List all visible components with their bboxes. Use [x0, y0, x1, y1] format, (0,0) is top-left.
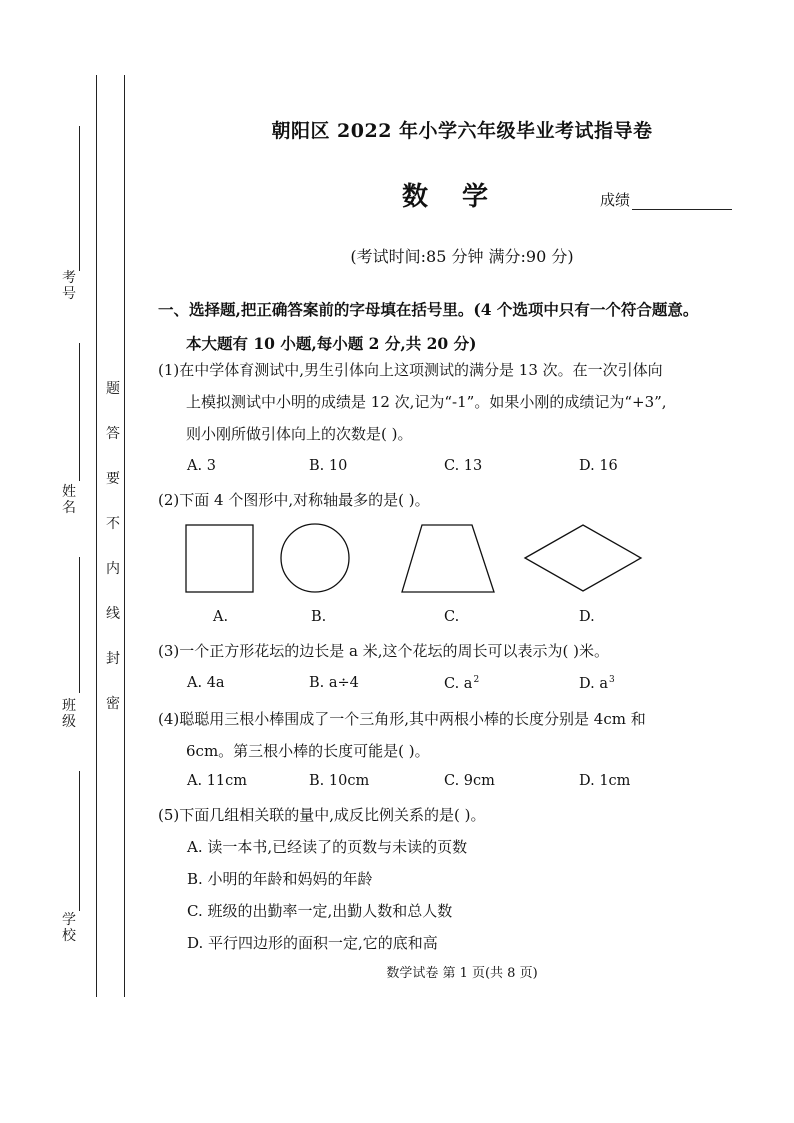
class-label: 班级 [62, 698, 76, 730]
seal-char: 答 [106, 426, 120, 442]
option-d[interactable]: D. 16 [579, 458, 618, 474]
option-a[interactable]: A. 11cm [187, 773, 248, 789]
question-4-options [187, 773, 747, 795]
option-d[interactable]: D. 1cm [579, 773, 631, 789]
seal-char: 线 [106, 606, 120, 622]
option-a[interactable]: A. 3 [187, 458, 216, 474]
exam-number-fill-line [79, 126, 80, 271]
question-text: (2)下面 4 个图形中,对称轴最多的是( )。 [158, 491, 430, 509]
option-a[interactable]: A. 读一本书,已经读了的页数与未读的页数 [187, 838, 468, 856]
rhombus-shape [525, 525, 641, 591]
circle-shape [281, 524, 349, 592]
score-blank[interactable] [632, 195, 732, 210]
option-b[interactable]: B. [311, 609, 327, 625]
question-4 [158, 703, 748, 767]
exponent: 3 [608, 675, 615, 685]
class-line-top [79, 557, 80, 693]
question-text: (5)下面几组相关联的量中,成反比例关系的是( )。 [158, 806, 486, 824]
question-1-options [187, 458, 747, 480]
option-c[interactable]: C. 9cm [444, 773, 495, 789]
score-label: 成绩 [600, 191, 631, 209]
option-c[interactable]: C. 班级的出勤率一定,出勤人数和总人数 [187, 902, 453, 920]
option-a[interactable]: A. [213, 609, 229, 625]
option-d[interactable]: D. 平行四边形的面积一定,它的底和高 [187, 934, 438, 952]
option-c[interactable]: C. $a^2$ [444, 675, 480, 692]
seal-char: 封 [106, 651, 120, 667]
section-heading [158, 293, 758, 361]
name-line-top [79, 343, 80, 481]
binding-line-outer [96, 75, 97, 997]
exam-info: (考试时间:85 分钟 满分:90 分) [350, 247, 574, 266]
exponent: 2 [473, 675, 480, 685]
question-text: (3)一个正方形花坛的边长是 a 米,这个花坛的周长可以表示为( )米。 [158, 642, 609, 660]
question-text: (1)在中学体育测试中,男生引体向上这项测试的满分是 13 次。在一次引体向 [158, 361, 663, 379]
question-text: 上模拟测试中小明的成绩是 12 次,记为“-1”。如果小刚的成绩记为“+3”, [186, 393, 667, 411]
option-b[interactable]: B. 小明的年龄和妈妈的年龄 [187, 870, 373, 888]
name-label: 姓名 [62, 484, 76, 516]
question-text: (4)聪聪用三根小棒围成了一个三角形,其中两根小棒的长度分别是 4cm 和 [158, 710, 646, 728]
option-b[interactable]: B. 10 [309, 458, 348, 474]
subject-char: 学 [462, 182, 489, 212]
question-3 [158, 635, 748, 667]
seal-char: 要 [106, 471, 120, 487]
seal-char: 内 [106, 561, 120, 577]
question-5 [158, 799, 748, 831]
score-field [600, 189, 732, 210]
section-heading-line2: 本大题有 10 小题,每小题 2 分,共 20 分) [186, 334, 477, 353]
binding-line-inner [124, 75, 125, 997]
seal-char: 题 [106, 381, 120, 397]
option-d[interactable]: D. $a^3$ [579, 675, 615, 692]
option-c[interactable]: C. [444, 609, 460, 625]
option-d[interactable]: D. [579, 609, 595, 625]
question-2 [158, 484, 748, 516]
seal-char: 不 [106, 516, 120, 532]
question-1 [158, 354, 748, 450]
trapezoid-shape [402, 525, 494, 592]
subject-char: 数 [402, 182, 429, 212]
exam-number-label: 考号 [62, 270, 76, 302]
question-text: 6cm。第三根小棒的长度可能是( )。 [186, 742, 430, 760]
section-heading-line1: 一、选择题,把正确答案前的字母填在括号里。(4 个选项中只有一个符合题意。 [158, 300, 699, 319]
question-2-options [187, 609, 747, 629]
exam-title: 朝阳区 2022 年小学六年级毕业考试指导卷 [271, 120, 653, 142]
subject-title [402, 176, 488, 213]
option-c[interactable]: C. 13 [444, 458, 483, 474]
option-a[interactable]: A. 4a [187, 675, 225, 691]
question-3-options [187, 675, 747, 697]
school-label: 学校 [62, 912, 76, 944]
question-2-figures [180, 520, 650, 600]
option-b[interactable]: B. 10cm [309, 773, 370, 789]
page-footer: 数学试卷 第 1 页(共 8 页) [386, 966, 538, 981]
question-5-options [187, 831, 747, 959]
square-shape [186, 525, 253, 592]
school-line-top [79, 771, 80, 911]
seal-char: 密 [106, 696, 120, 712]
question-text: 则小刚所做引体向上的次数是( )。 [186, 425, 413, 443]
option-b[interactable]: B. a÷4 [309, 675, 359, 691]
